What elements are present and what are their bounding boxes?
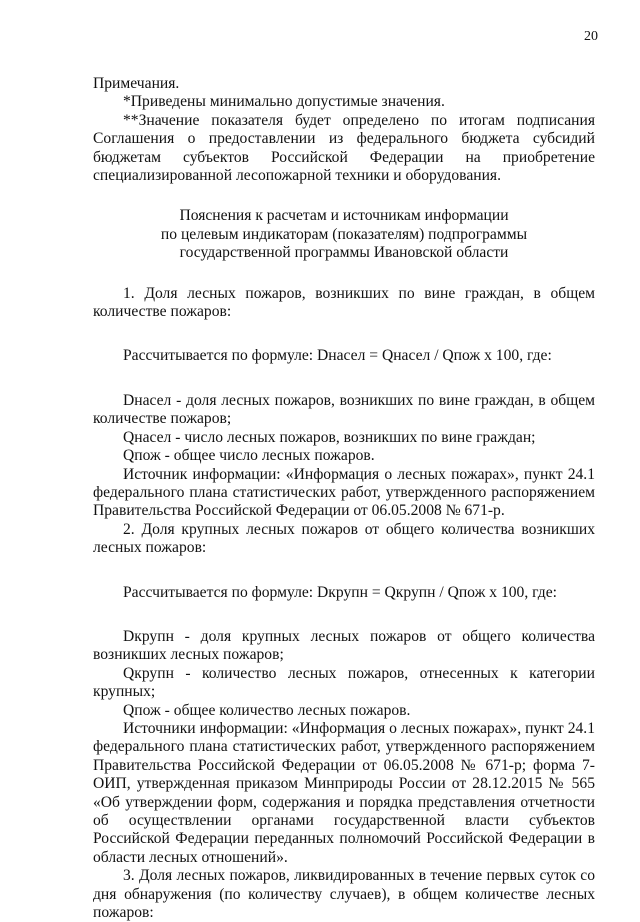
item-1-definition-3: Qпож - общее число лесных пожаров. [123,447,375,465]
section-title-line-1: Пояснения к расчетам и источникам информации [179,207,509,225]
item-1-formula: Рассчитывается по формуле: Dнасел = Qнасел / Qпож x 100, где: [123,347,552,365]
notes-heading: Примечания. [93,75,180,92]
item-3-title: 3. Доля лесных пожаров, ликвидированных в течение первых суток со дня обнаружения (по количеству случаев), в общем количестве лесных пожаров: [93,867,595,922]
note-1: *Приведены минимально допустимые значения. [123,93,445,111]
page-number: 20 [584,29,598,44]
section-title-line-3: государственной программы Ивановской области [179,244,509,262]
item-1-definition-2: Qнасел - число лесных пожаров, возникших по вине граждан; [123,428,536,446]
item-1-title: 1. Доля лесных пожаров, возникших по вине граждан, в общем количестве пожаров: [93,284,595,321]
document-body [93,75,595,922]
note-2: **Значение показателя будет определено по итогам подписания Соглашения о предоставлении из федерального бюджета субсидий бюджетам субъектов Российской Федерации на приобретение специализированной лесопожарной техники и оборудования. [93,111,595,185]
item-1-definition-1: Dнасел - доля лесных пожаров, возникших по вине граждан, в общем количестве пожаров; [93,391,595,428]
item-2-definition-1: Dкрупн - доля крупных лесных пожаров от общего количества возникших лесных пожаров; [93,627,595,664]
item-2-title: 2. Доля крупных лесных пожаров от общего количества возникших лесных пожаров: [93,520,595,557]
item-2-definition-3: Qпож - общее количество лесных пожаров. [123,701,411,719]
section-title-line-2: по целевым индикаторам (показателям) подпрограммы [160,225,528,243]
item-1-source: Источник информации: «Информация о лесных пожарах», пункт 24.1 федерального плана статистических работ, утвержденного распоряжением Правительства Российской Федерации от 06.05.2008 № 671-р. [93,465,595,520]
item-2-definition-2: Qкрупн - количество лесных пожаров, отнесенных к категории крупных; [93,664,595,701]
item-2-source: Источники информации: «Информация о лесных пожарах», пункт 24.1 федерального плана статистических работ, утвержденного распоряжением Правительства Российской Федерации от 06.05.2008 № 671-р; форма 7- ОИП, утвержденная приказом Минприроды России от 28.12.2015 № 565 «Об утверждении форм, содержания и порядка представления отчетности об осуществлении органами государственной власти субъектов Российской Федерации переданных полномочий Российской Федерации в области лесных отношений». [93,719,595,866]
item-2-formula: Рассчитывается по формуле: Dкрупн = Qкрупн / Qпож x 100, где: [123,583,557,601]
